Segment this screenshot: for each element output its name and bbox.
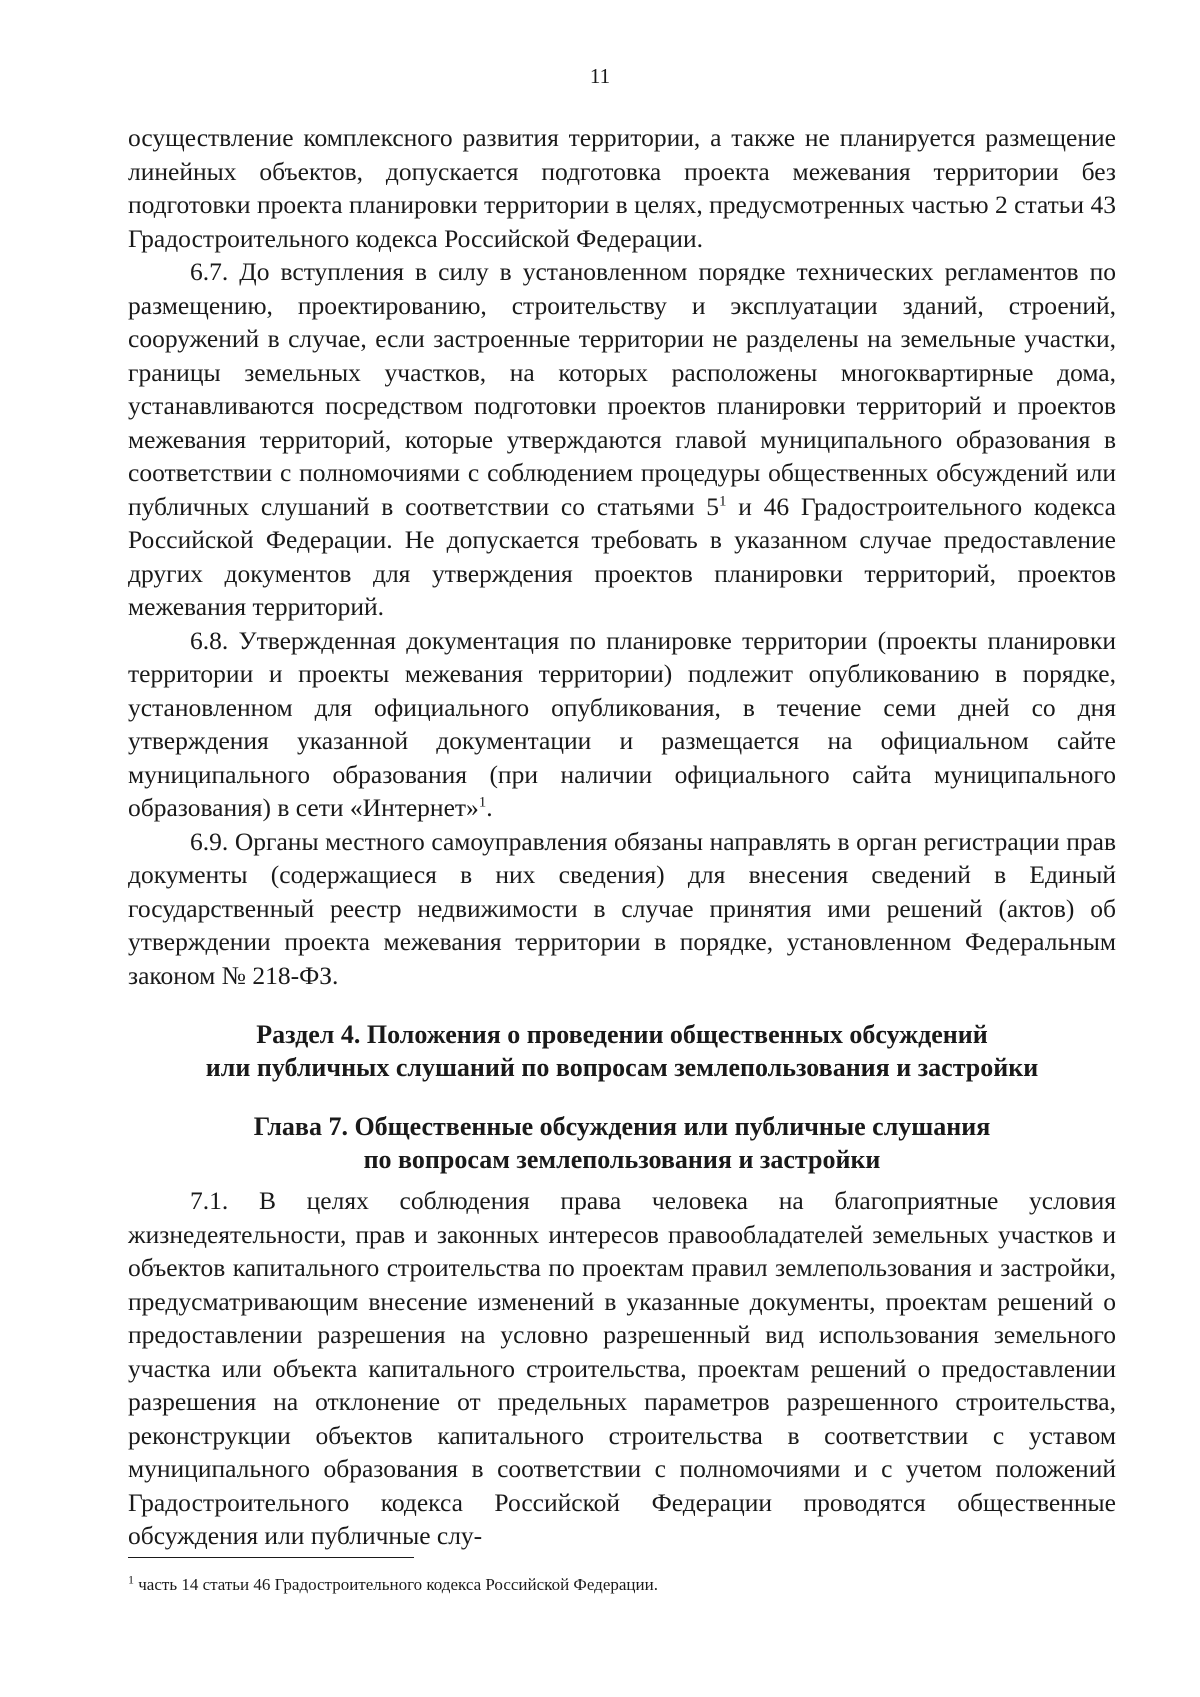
paragraph-6-8-text: 6.8. Утвержденная документация по планировке территории (проекты планировки территории и проекты межевания территории) подлежит опубликованию в порядке, установленном для официального опубликования, в течение семи дней со дня утверждения указанной документации и размещается на официальном сайте муниципального образования (при наличии официального сайта муниципального образования) в сети «Интернет» <box>128 625 1116 822</box>
paragraph-6-7-text: 6.7. До вступления в силу в установленном порядке технических регламентов по размещению, проектированию, строительству и эксплуатации зданий, строений, сооружений в случае, если застроенные территории не разделены на земельные участки, границы земельных участков, на которых расположены многоквартирные дома, устанавливаются посредством подготовки проектов планировки территорий и проектов межевания территорий, которые утверждаются главой муниципального образования в соответствии с полномочиями с соблюдением процедуры общественных обсуждений или публичных слушаний в соответствии со статьями 5 <box>128 257 1116 521</box>
section-heading <box>128 1018 1116 1084</box>
footnote <box>128 1574 1116 1596</box>
paragraph-6-7-tail: и 46 Градостроительного кодекса Российской Федерации. Не допускается требовать в указанном случае предоставление других документов для утверждения проектов планировки территорий, проектов межевания территорий. <box>128 491 1116 621</box>
footnote-text: часть 14 статьи 46 Градостроительного кодекса Российской Федерации. <box>134 1575 658 1594</box>
footnote-ref-1: 1 <box>478 794 487 811</box>
paragraph-7-1: 7.1. В целях соблюдения права человека на благоприятные условия жизнедеятельности, прав и законных интересов правообладателей земельных участков и объектов капитального строительства по проектам правил землепользования и застройки, предусматривающим внесение изменений в указанные документы, проектам решений о предоставлении разрешения на условно разрешенный вид использования земельного участка или объекта капитального строительства, проектам решений о предоставлении разрешения на отклонение от предельных параметров разрешенного строительства, реконструкции объектов капитального строительства в соответствии с уставом муниципального образования в соответствии с полномочиями и с учетом положений Градостроительного кодекса Российской Федерации проводятся общественные обсуждения или публичные слу- <box>128 1186 1116 1550</box>
page-number: 11 <box>589 64 611 88</box>
paragraph-6-7 <box>128 255 1116 624</box>
chapter-heading <box>128 1110 1116 1176</box>
document-body <box>128 121 1116 1553</box>
paragraph-6-8-tail: . <box>486 793 493 822</box>
footnote-ref-roman: 1 <box>718 493 727 509</box>
paragraph-6-9: 6.9. Органы местного самоуправления обязаны направлять в орган регистрации прав документы (содержащиеся в них сведения) для внесения сведений в Единый государственный реестр недвижимости в случае принятия ими решений (актов) об утверждении проекта межевания территории в порядке, установленном Федеральным законом № 218-ФЗ. <box>128 826 1116 990</box>
footnote-separator <box>128 1557 414 1558</box>
chapter-heading-line-2: по вопросам землепользования и застройки <box>363 1145 881 1174</box>
footnote-marker: 1 <box>128 1572 134 1587</box>
chapter-heading-line-1: Глава 7. Общественные обсуждения или публичные слушания <box>253 1112 991 1141</box>
paragraph-6-8 <box>128 624 1116 825</box>
section-heading-line-2: или публичных слушаний по вопросам землепользования и застройки <box>205 1053 1039 1082</box>
section-heading-line-1: Раздел 4. Положения о проведении общественных обсуждений <box>256 1020 988 1049</box>
paragraph-continuation: осуществление комплексного развития территории, а также не планируется размещение линейных объектов, допускается подготовка проекта межевания территории без подготовки проекта планировки территории в целях, предусмотренных частью 2 статьи 43 Градостроительного кодекса Российской Федерации. <box>128 123 1116 253</box>
